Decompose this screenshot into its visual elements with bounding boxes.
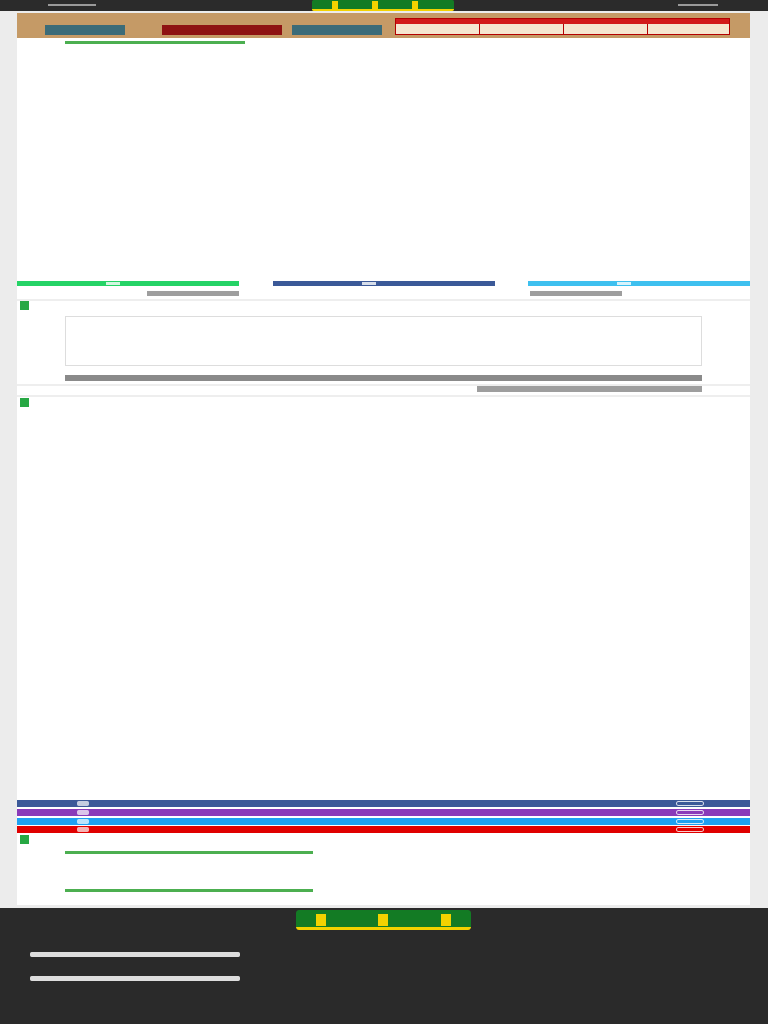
category-link[interactable] bbox=[65, 686, 705, 694]
category-link[interactable] bbox=[65, 468, 705, 476]
main-content bbox=[17, 13, 750, 905]
category-link[interactable] bbox=[65, 518, 705, 526]
category-link[interactable] bbox=[65, 543, 705, 551]
prize-line bbox=[65, 193, 625, 201]
prize-line bbox=[65, 122, 625, 130]
follow-pill bbox=[676, 810, 704, 815]
category-link[interactable] bbox=[65, 552, 705, 560]
search-button[interactable] bbox=[477, 386, 702, 392]
category-link[interactable] bbox=[65, 661, 705, 669]
prize-money-list bbox=[65, 75, 625, 272]
follow-pill bbox=[676, 819, 704, 824]
divider bbox=[17, 299, 750, 301]
prize-line bbox=[65, 170, 625, 178]
category-link[interactable] bbox=[65, 652, 705, 660]
section-marker bbox=[20, 398, 29, 407]
category-link[interactable] bbox=[65, 409, 705, 417]
youtube-follow-button[interactable] bbox=[17, 826, 750, 833]
banner-prize-table bbox=[395, 18, 730, 35]
prize-line bbox=[65, 217, 625, 225]
category-link[interactable] bbox=[65, 602, 705, 610]
prize-line bbox=[65, 209, 625, 217]
category-link[interactable] bbox=[65, 745, 705, 753]
prize-line bbox=[65, 130, 625, 138]
share-facebook-button[interactable] bbox=[273, 281, 495, 286]
category-link[interactable] bbox=[65, 703, 705, 711]
facebook-follow-button[interactable] bbox=[17, 800, 750, 807]
badminton-logo[interactable] bbox=[296, 910, 471, 930]
share-whatsapp-button[interactable] bbox=[17, 281, 239, 286]
category-link[interactable] bbox=[65, 510, 705, 518]
share-twitter-button[interactable] bbox=[528, 281, 750, 286]
category-link[interactable] bbox=[65, 787, 705, 795]
prize-line bbox=[65, 225, 625, 233]
facebook-icon bbox=[77, 801, 89, 806]
follow-pill bbox=[676, 801, 704, 806]
youtube-icon bbox=[77, 827, 89, 832]
prize-line bbox=[65, 264, 625, 272]
prize-banner bbox=[17, 13, 750, 38]
category-link[interactable] bbox=[65, 753, 705, 761]
search-icon[interactable] bbox=[678, 4, 718, 6]
twitter-icon bbox=[617, 282, 631, 285]
category-link[interactable] bbox=[65, 711, 705, 719]
category-link[interactable] bbox=[65, 669, 705, 677]
previous-post-button[interactable] bbox=[147, 291, 239, 296]
comment-textarea[interactable] bbox=[65, 316, 702, 366]
category-link[interactable] bbox=[65, 417, 705, 425]
category-link[interactable] bbox=[65, 644, 705, 652]
category-link[interactable] bbox=[65, 594, 705, 602]
category-link[interactable] bbox=[65, 443, 705, 451]
prize-line bbox=[65, 162, 625, 170]
category-badge[interactable] bbox=[65, 41, 245, 44]
category-link[interactable] bbox=[65, 610, 705, 618]
divider bbox=[17, 395, 750, 397]
prize-line bbox=[65, 83, 625, 91]
prize-line bbox=[65, 233, 625, 241]
badminton-logo[interactable] bbox=[312, 0, 454, 11]
next-post-button[interactable] bbox=[530, 291, 622, 296]
follow-pill bbox=[676, 827, 704, 832]
category-list bbox=[65, 409, 705, 803]
whatsapp-icon bbox=[106, 282, 120, 285]
category-link[interactable] bbox=[65, 678, 705, 686]
post-category-bar bbox=[65, 851, 313, 854]
prize-line bbox=[65, 146, 625, 154]
prize-line bbox=[65, 75, 625, 83]
category-link[interactable] bbox=[65, 501, 705, 509]
category-link[interactable] bbox=[65, 627, 705, 635]
prize-line bbox=[65, 154, 625, 162]
prize-line bbox=[65, 201, 625, 209]
category-link[interactable] bbox=[65, 761, 705, 769]
post-category-bar bbox=[65, 889, 313, 892]
instagram-icon bbox=[77, 810, 89, 815]
prize-line bbox=[65, 114, 625, 122]
category-link[interactable] bbox=[65, 736, 705, 744]
section-marker bbox=[20, 301, 29, 310]
category-link[interactable] bbox=[65, 493, 705, 501]
banner-block-left bbox=[45, 25, 125, 35]
prize-line bbox=[65, 91, 625, 99]
category-link[interactable] bbox=[65, 485, 705, 493]
top-navigation-bar bbox=[0, 0, 768, 11]
prize-line bbox=[65, 256, 625, 264]
banner-block-mid bbox=[162, 25, 282, 35]
instagram-follow-button[interactable] bbox=[17, 809, 750, 816]
category-link[interactable] bbox=[65, 526, 705, 534]
menu-icon[interactable] bbox=[48, 4, 96, 6]
category-link[interactable] bbox=[65, 568, 705, 576]
banner-block-mid2 bbox=[292, 25, 382, 35]
category-link[interactable] bbox=[65, 535, 705, 543]
twitter-icon bbox=[77, 819, 89, 824]
facebook-icon bbox=[362, 282, 376, 285]
contact-button[interactable] bbox=[30, 976, 240, 981]
site-footer bbox=[0, 908, 768, 1024]
prize-line bbox=[65, 185, 625, 193]
prize-line bbox=[65, 249, 625, 257]
category-link[interactable] bbox=[65, 636, 705, 644]
post-comment-button[interactable] bbox=[65, 375, 702, 381]
category-link[interactable] bbox=[65, 426, 705, 434]
category-link[interactable] bbox=[65, 778, 705, 786]
prize-line bbox=[65, 241, 625, 249]
category-link[interactable] bbox=[65, 619, 705, 627]
prize-line bbox=[65, 99, 625, 107]
category-link[interactable] bbox=[65, 770, 705, 778]
about-more-button[interactable] bbox=[30, 952, 240, 957]
category-link[interactable] bbox=[65, 577, 705, 585]
category-link[interactable] bbox=[65, 476, 705, 484]
prize-line bbox=[65, 138, 625, 146]
prize-line bbox=[65, 107, 625, 115]
category-link[interactable] bbox=[65, 451, 705, 459]
category-link[interactable] bbox=[65, 434, 705, 442]
category-link[interactable] bbox=[65, 694, 705, 702]
category-link[interactable] bbox=[65, 459, 705, 467]
twitter-follow-button[interactable] bbox=[17, 818, 750, 825]
category-link[interactable] bbox=[65, 719, 705, 727]
category-link[interactable] bbox=[65, 728, 705, 736]
section-marker bbox=[20, 835, 29, 844]
category-link[interactable] bbox=[65, 585, 705, 593]
category-link[interactable] bbox=[65, 560, 705, 568]
prize-line bbox=[65, 178, 625, 186]
